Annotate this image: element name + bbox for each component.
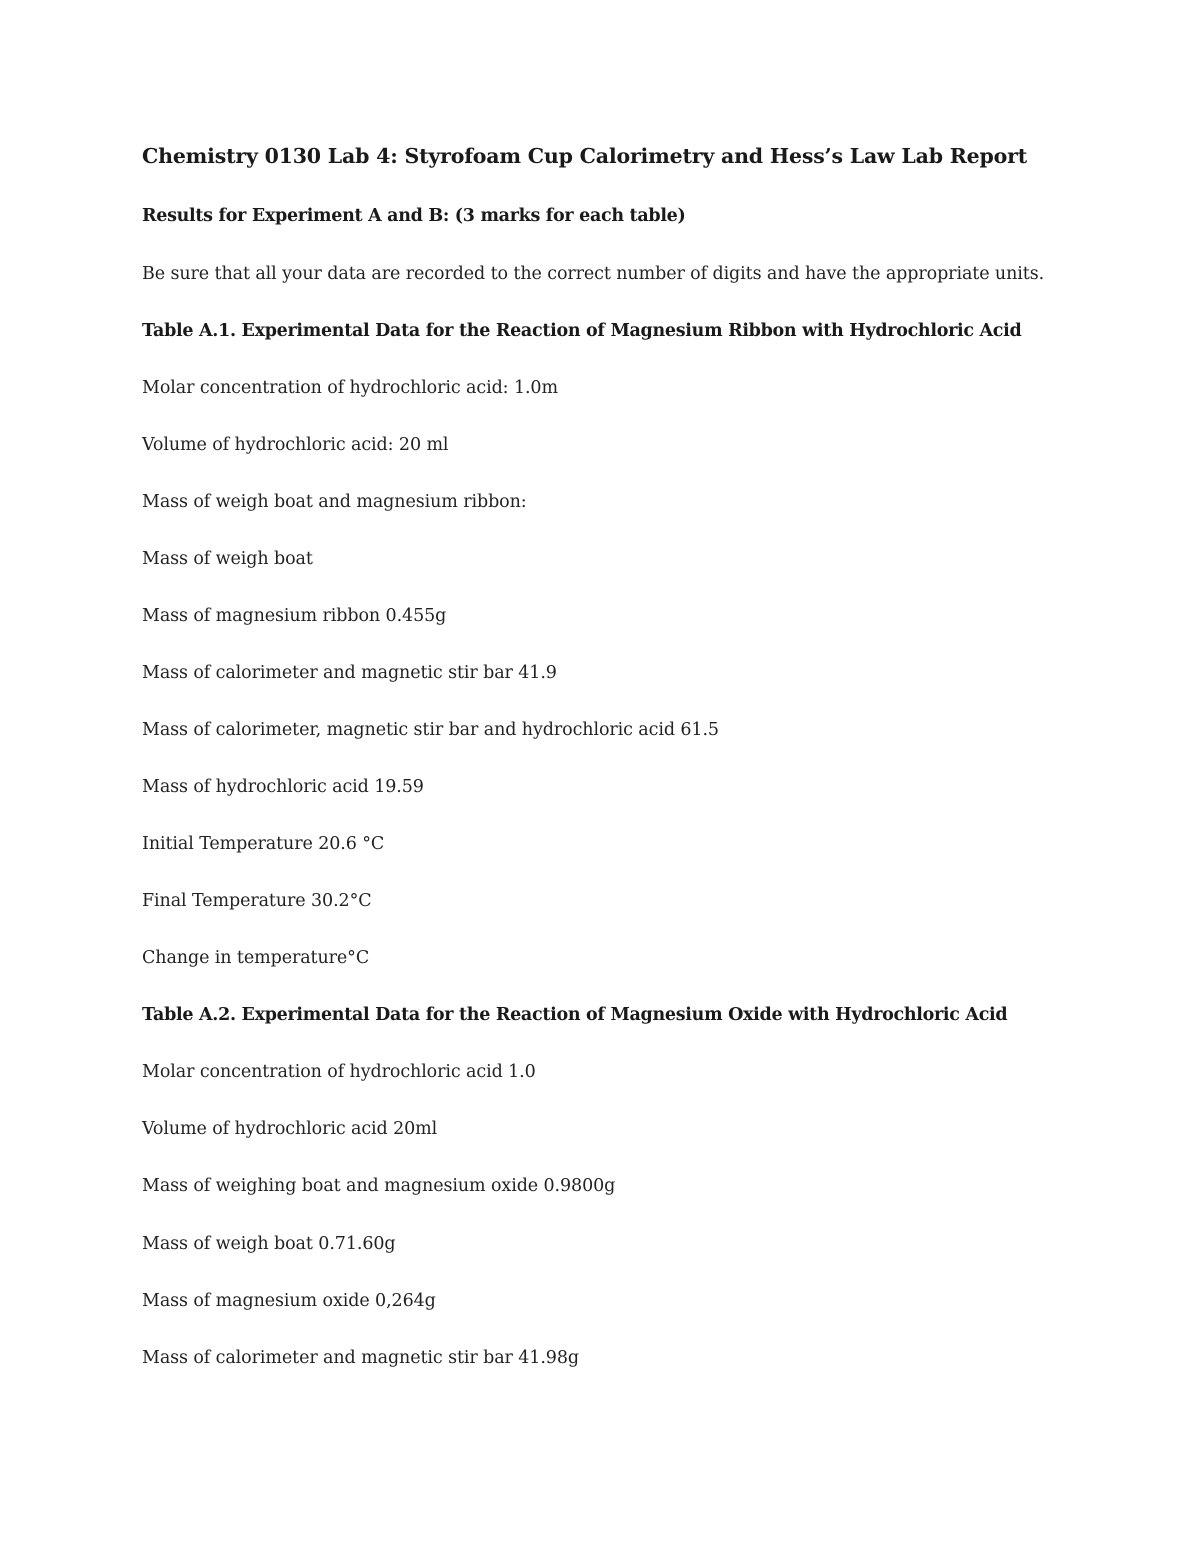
- table-a2-heading: Table A.2. Experimental Data for the Reaction of Magnesium Oxide with Hydrochloric Acid: [142, 1005, 1008, 1025]
- table-a2-row: Mass of weighing boat and magnesium oxide 0.9800g: [142, 1176, 616, 1196]
- table-a1-row: Mass of calorimeter and magnetic stir bar 41.9: [142, 663, 557, 683]
- table-a1-row: Mass of weigh boat and magnesium ribbon:: [142, 492, 527, 512]
- table-a2-row: Molar concentration of hydrochloric acid 1.0: [142, 1062, 536, 1082]
- table-a1-heading: Table A.1. Experimental Data for the Reaction of Magnesium Ribbon with Hydrochloric Acid: [142, 321, 1022, 341]
- table-a1-row: Molar concentration of hydrochloric acid: 1.0m: [142, 378, 558, 398]
- table-a2-row: Mass of weigh boat 0.71.60g: [142, 1234, 396, 1254]
- table-a1-row: Volume of hydrochloric acid: 20 ml: [142, 435, 449, 455]
- instruction-text: Be sure that all your data are recorded to the correct number of digits and have the appropriate units.: [142, 264, 1045, 284]
- table-a2-row: Mass of calorimeter and magnetic stir bar 41.98g: [142, 1348, 579, 1368]
- table-a1-row: Change in temperature°C: [142, 948, 370, 968]
- results-heading: Results for Experiment A and B: (3 marks for each table): [142, 206, 686, 226]
- document-title: Chemistry 0130 Lab 4: Styrofoam Cup Calorimetry and Hess’s Law Lab Report: [142, 144, 1027, 168]
- table-a1-row: Mass of hydrochloric acid 19.59: [142, 777, 424, 797]
- table-a1-row: Mass of magnesium ribbon 0.455g: [142, 606, 447, 626]
- table-a2-row: Mass of magnesium oxide 0,264g: [142, 1291, 436, 1311]
- table-a1-row: Final Temperature 30.2°C: [142, 891, 372, 911]
- table-a2-row: Volume of hydrochloric acid 20ml: [142, 1119, 438, 1139]
- table-a1-row: Initial Temperature 20.6 °C: [142, 834, 385, 854]
- table-a1-row: Mass of calorimeter, magnetic stir bar and hydrochloric acid 61.5: [142, 720, 719, 740]
- table-a1-row: Mass of weigh boat: [142, 549, 313, 569]
